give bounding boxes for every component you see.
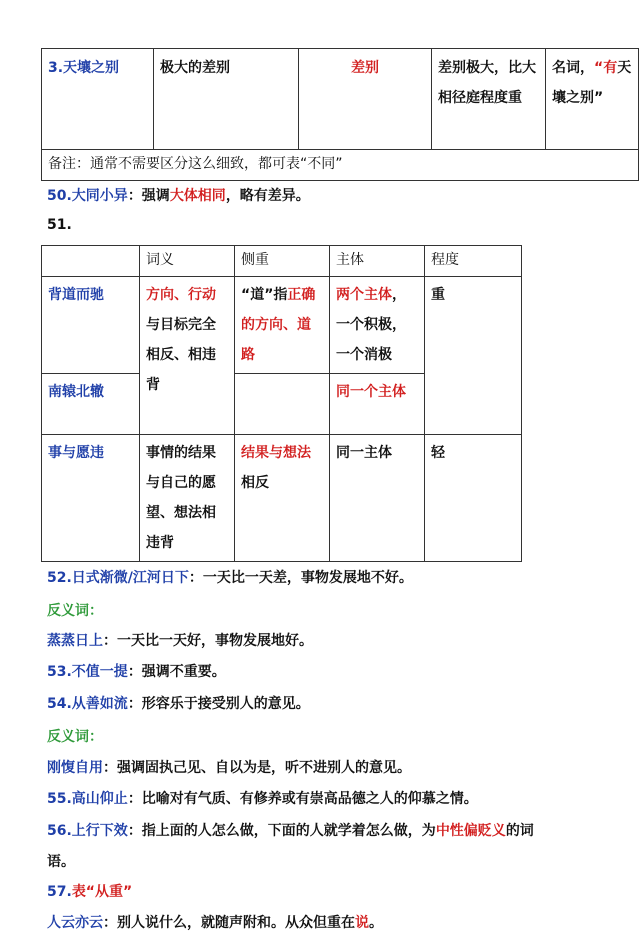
table-row <box>42 49 639 150</box>
degree-cell: 重 <box>425 277 522 435</box>
item-52: 52.日式渐微/江河日下：一天比一天差，事物发展地不好。 <box>47 570 413 586</box>
header-cell: 主体 <box>330 246 425 277</box>
focus-cell: 结果与想法相反 <box>235 435 330 562</box>
term-cell: 事与愿违 <box>42 435 140 562</box>
meaning-cell: 极大的差别 <box>154 49 299 150</box>
degree-cell: 轻 <box>425 435 522 562</box>
header-cell <box>42 246 140 277</box>
item-57-example: 人云亦云：别人说什么，就随声附和。从众但重在说。 <box>47 915 383 931</box>
subject-cell: 两个主体，一个积极，一个消极 <box>330 277 425 374</box>
term-cell: 背道而驰 <box>42 277 140 374</box>
focus-cell: “道”指正确的方向、道路 <box>235 277 330 374</box>
item-51-label: 51. <box>47 217 72 233</box>
antonym-label: 反义词： <box>47 729 103 745</box>
header-cell: 词义 <box>140 246 235 277</box>
focus-cell-empty <box>235 374 330 435</box>
table-header-row <box>42 246 522 277</box>
antonym-label: 反义词： <box>47 603 103 619</box>
item-55: 55.高山仰止：比喻对有气质、有修养或有崇高品德之人的仰慕之情。 <box>47 791 478 807</box>
table-row <box>42 150 639 181</box>
header-cell: 侧重 <box>235 246 330 277</box>
term-cell: 南辕北辙 <box>42 374 140 435</box>
note-cell: 备注：通常不需要区分这么细致，都可表“不同” <box>42 150 639 181</box>
item-56: 56.上行下效：指上面的人怎么做，下面的人就学着怎么做，为中性偏贬义的词 <box>47 823 534 839</box>
degree-cell: 差别极大，比大相径庭程度重 <box>432 49 546 150</box>
focus-cell: 差别 <box>299 49 432 150</box>
item-54-antonym: 刚愎自用：强调固执己见、自以为是，听不进别人的意见。 <box>47 760 411 776</box>
item-56-continued: 语。 <box>47 854 75 870</box>
meaning-cell: 方向、行动与目标完全相反、相违背 <box>140 277 235 435</box>
comparison-table-top <box>41 48 639 181</box>
meaning-cell: 事情的结果与自己的愿望、想法相违背 <box>140 435 235 562</box>
item-53: 53.不值一提：强调不重要。 <box>47 664 226 680</box>
table-row <box>42 277 522 374</box>
term-cell: 3.天壤之别 <box>42 49 154 150</box>
item-54: 54.从善如流：形容乐于接受别人的意见。 <box>47 696 310 712</box>
item-57: 57.表“从重” <box>47 884 133 900</box>
subject-cell: 同一个主体 <box>330 374 425 435</box>
item-50: 50.大同小异：强调大体相同，略有差异。 <box>47 188 310 204</box>
header-cell: 程度 <box>425 246 522 277</box>
subject-cell: 同一主体 <box>330 435 425 562</box>
comparison-table-51 <box>41 245 522 562</box>
part-of-speech-cell: 名词，“有天壤之别” <box>546 49 639 150</box>
item-52-antonym: 蒸蒸日上：一天比一天好，事物发展地好。 <box>47 633 313 649</box>
table-row <box>42 435 522 562</box>
